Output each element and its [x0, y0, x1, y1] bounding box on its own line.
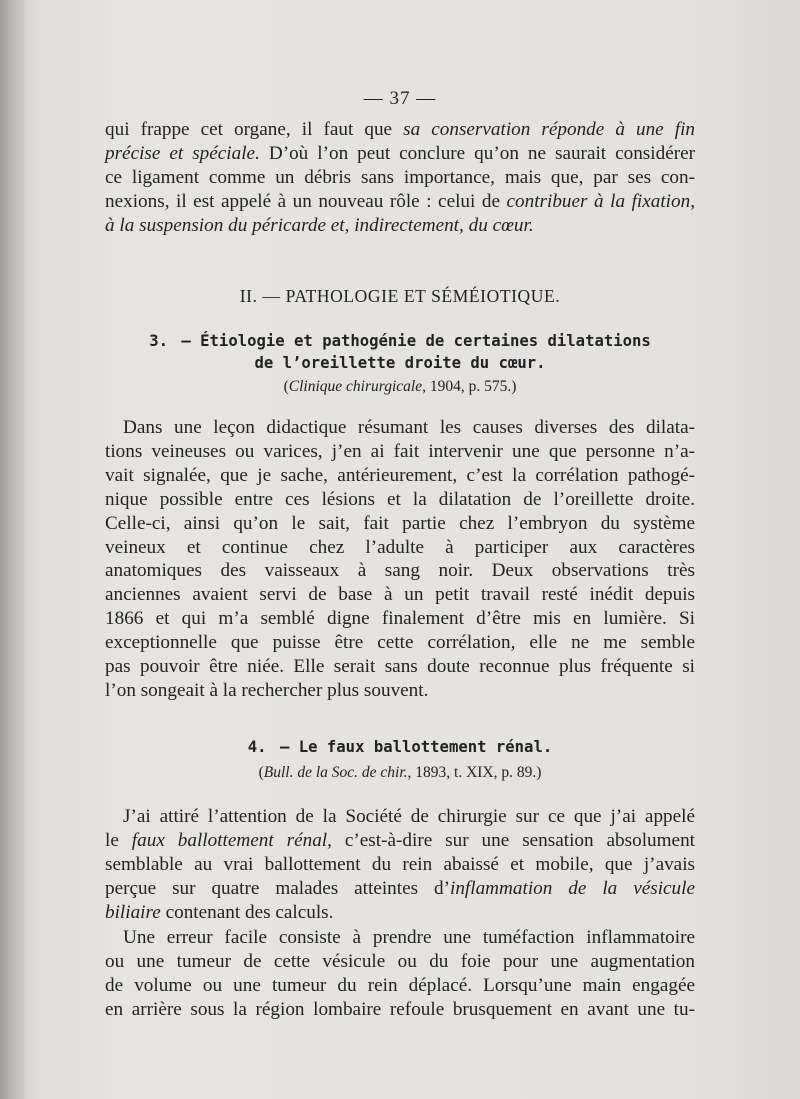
- article-3-title: 3. — Étiologie et pathogénie de certaines dilatations de l’oreillette droite du cœur.: [149, 332, 651, 372]
- text-line: nique possible entre ces lésions et la dilatation de l’oreillette droite.: [105, 488, 695, 510]
- text-line: exceptionnelle que puisse être cette corrélation, elle ne me semble: [105, 632, 695, 654]
- article-3-reference: (Clinique chirurgicale, 1904, p. 575.): [283, 378, 517, 395]
- text-line: ou une tumeur de cette vésicule ou du foie pour une augmentation: [105, 950, 695, 972]
- article-4-paragraph-1: [105, 805, 695, 925]
- page-number: — 37 —: [363, 88, 437, 109]
- text-line: précise et spéciale. D’où l’on peut conclure qu’on ne saurait considérer: [105, 142, 696, 164]
- text-line: en arrière sous la région lombaire refoule brusquement en avant une tu-: [105, 998, 695, 1020]
- text-line: semblable au vrai ballottement du rein abaissé et mobile, que j’avais: [105, 853, 695, 875]
- text-line: perçue sur quatre malades atteintes d’inflammation de la vésicule: [105, 877, 695, 899]
- text-line: l’on songeait à la rechercher plus souvent.: [105, 679, 429, 701]
- text-line: pas pouvoir être niée. Elle serait sans doute reconnue plus fréquente si: [105, 656, 695, 678]
- text-line: J’ai attiré l’attention de la Société de chirurgie sur ce que j’ai appelé: [123, 806, 695, 827]
- text-line: Celle-ci, ainsi qu’on le sait, fait partie chez l’embryon du système: [105, 512, 695, 534]
- binding-shadow: [0, 0, 28, 1099]
- text-line: qui frappe cet organe, il faut que sa conservation réponde à une fin: [105, 119, 696, 140]
- text-line: Une erreur facile consiste à prendre une tuméfaction inflammatoire: [123, 927, 695, 948]
- text-line: ce ligament comme un débris sans importance, mais que, par ses con-: [105, 166, 695, 188]
- text-line: le faux ballottement rénal, c’est-à-dire sur une sensation absolument: [105, 829, 695, 851]
- text-line: veineux et continue chez l’adulte à participer aux caractères: [105, 536, 695, 558]
- article-4-paragraph-2: [105, 926, 695, 1022]
- article-4-title: 4. — Le faux ballottement rénal.: [247, 738, 553, 756]
- text-line: à la suspension du péricarde et, indirectement, du cœur.: [105, 214, 534, 236]
- text-line: anciennes avaient servi de base à un petit travail resté inédit depuis: [105, 584, 695, 606]
- article-4-reference: (Bull. de la Soc. de chir., 1893, t. XIX, p. 89.): [258, 764, 542, 781]
- text-line: tions veineuses ou varices, j’en ai fait intervenir une que personne n’a-: [105, 440, 695, 462]
- text-line: Dans une leçon didactique résumant les causes diverses des dilata-: [123, 417, 695, 438]
- article-3-body: [105, 416, 695, 703]
- text-line: vait signalée, que je sache, antérieurement, c’est la corrélation pathogé-: [105, 464, 695, 486]
- text-line: de volume ou une tumeur du rein déplacé. Lorsqu’une main engagée: [105, 974, 695, 996]
- text-line: biliaire contenant des calculs.: [105, 901, 334, 923]
- text-line: nexions, il est appelé à un nouveau rôle : celui de contribuer à la fixation,: [105, 190, 695, 212]
- section-heading: II. — PATHOLOGIE ET SÉMÉIOTIQUE.: [239, 286, 561, 306]
- intro-paragraph: [105, 118, 695, 238]
- text-line: 1866 et qui m’a semblé digne finalement d’être mis en lumière. Si: [105, 608, 695, 630]
- text-line: anatomiques des vaisseaux à sang noir. Deux observations très: [105, 560, 695, 582]
